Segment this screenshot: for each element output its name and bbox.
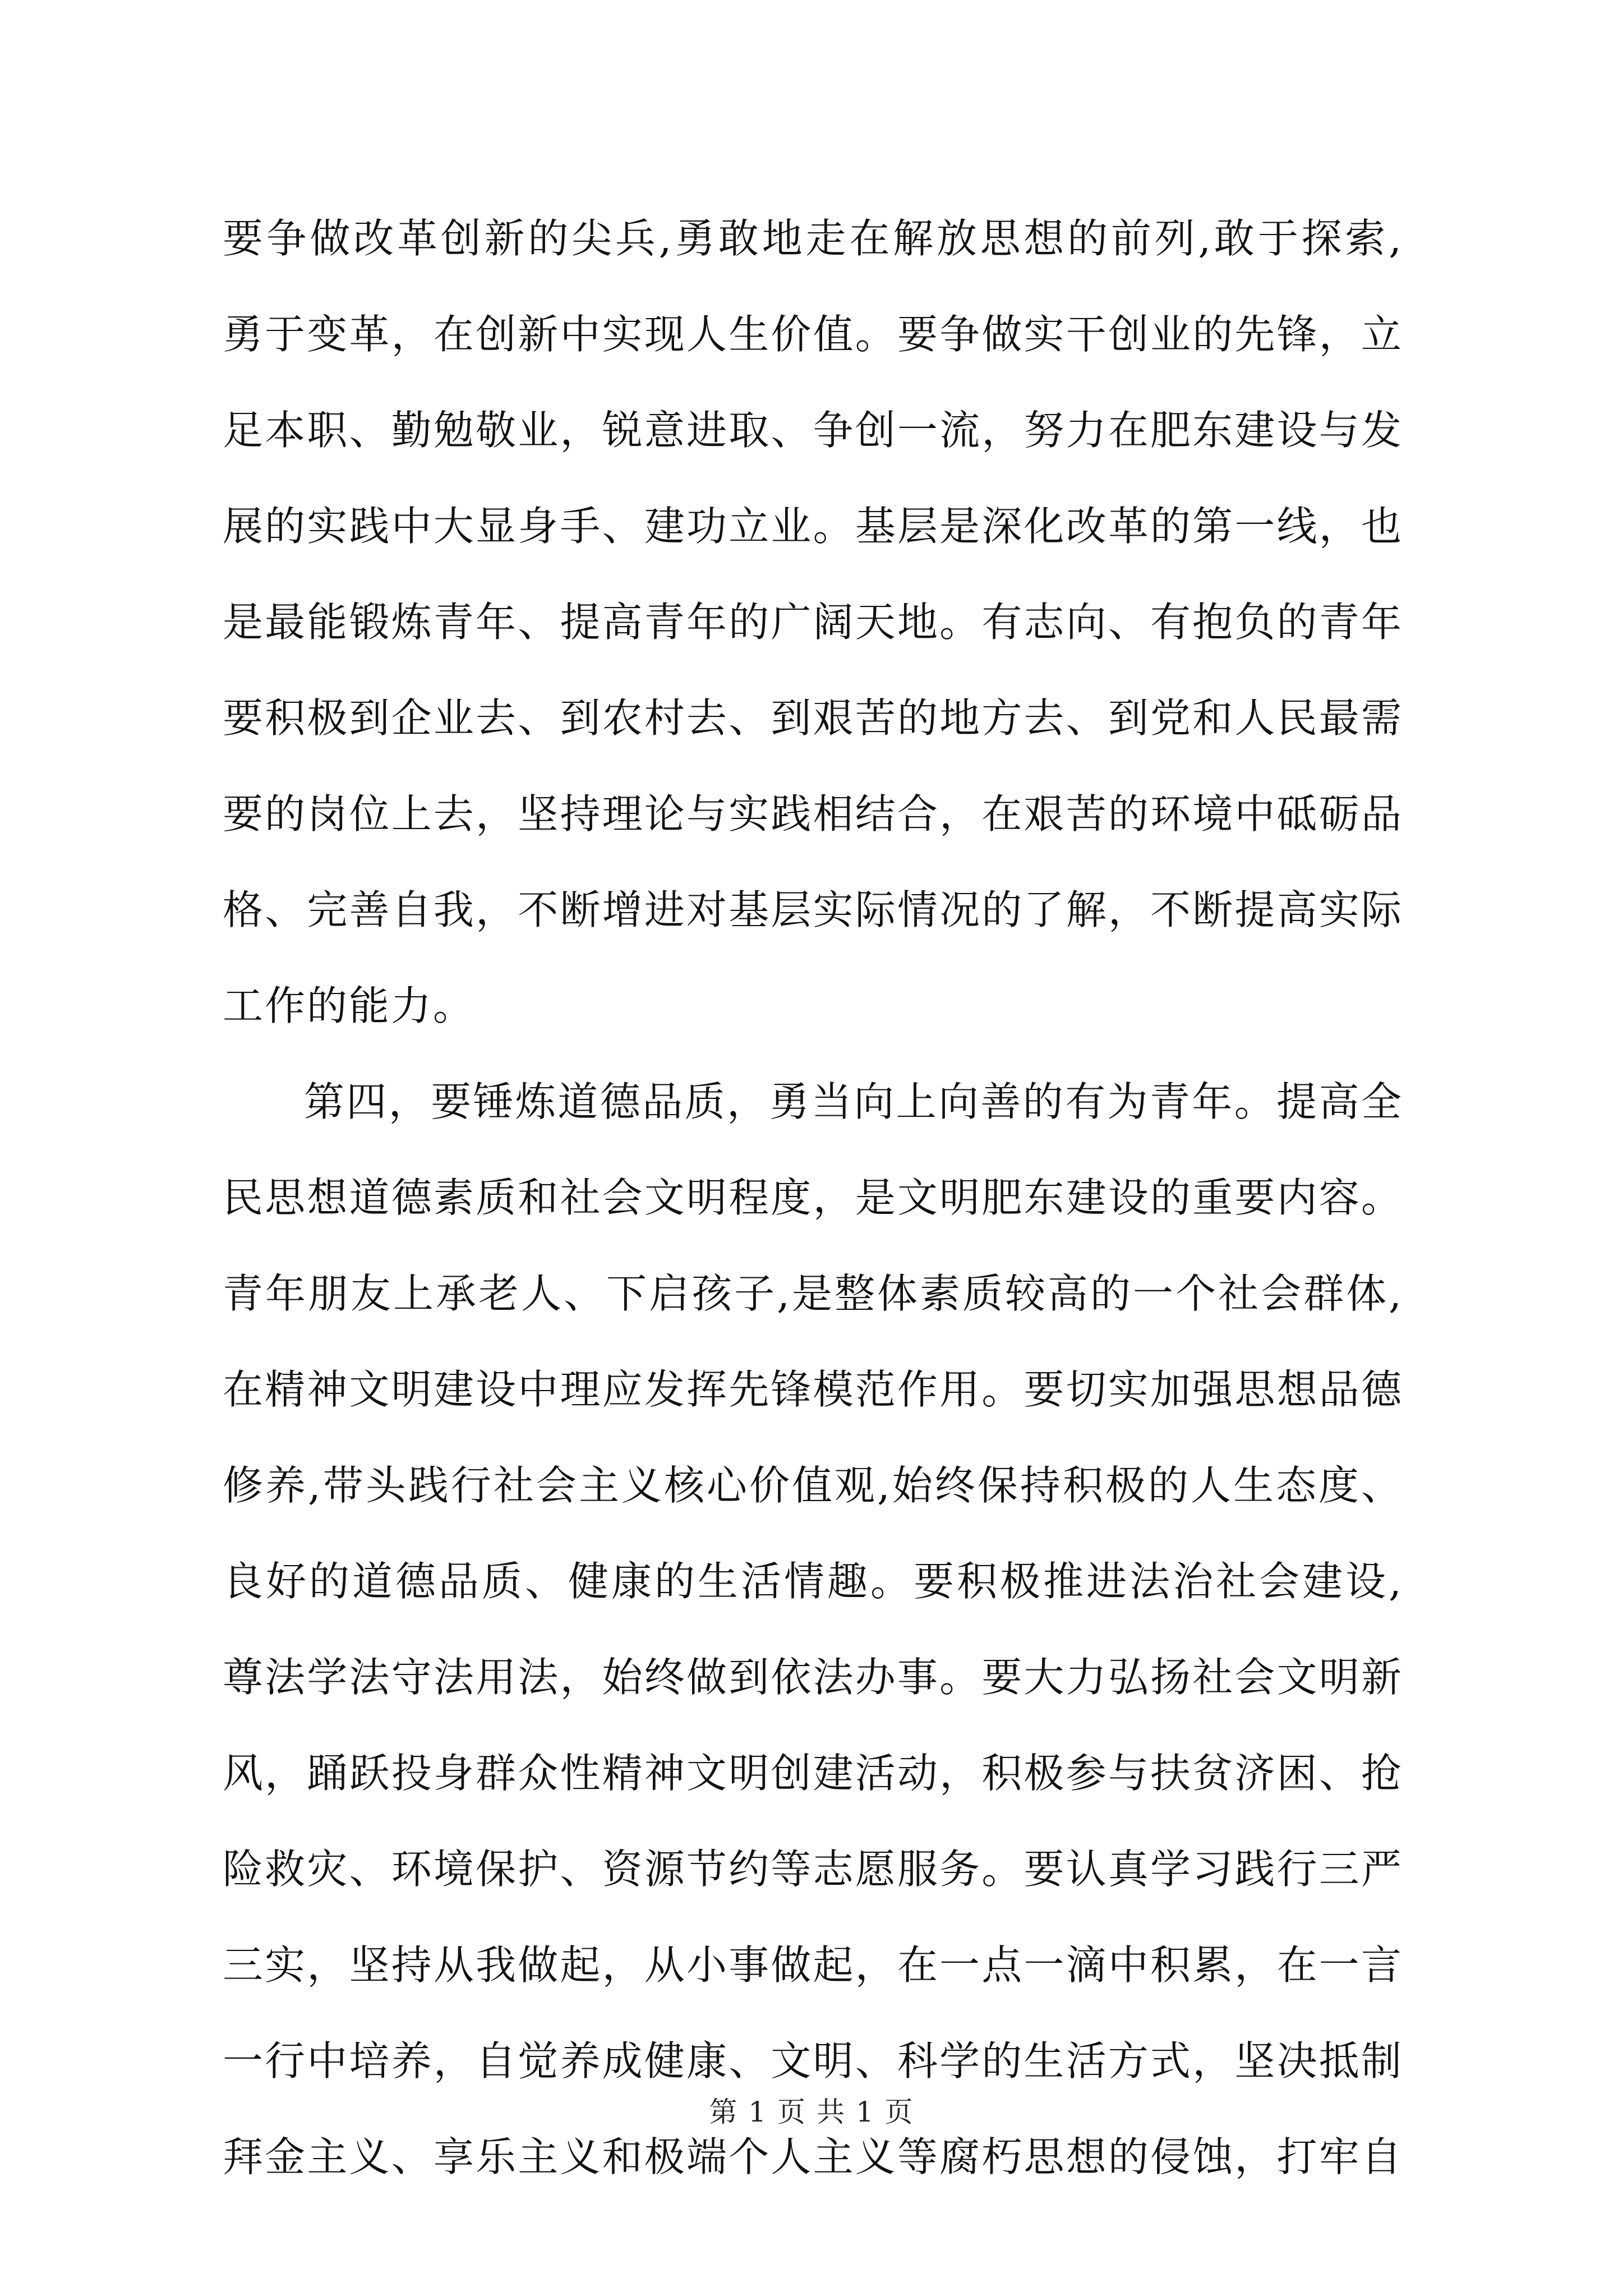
page-footer: 第 1 页 共 1 页 bbox=[709, 2096, 914, 2128]
text-line: 是最能锻炼青年、提高青年的广阔天地。有志向、有抱负的青年 bbox=[223, 599, 1403, 646]
paragraph-first-line: 第四，要锤炼道德品质，勇当向上向善的有为青年。提高全 bbox=[304, 1078, 1403, 1125]
text-line: 要积极到企业去、到农村去、到艰苦的地方去、到党和人民最需 bbox=[223, 694, 1403, 742]
text-line: 尊法学法守法用法，始终做到依法办事。要大力弘扬社会文明新 bbox=[223, 1654, 1403, 1701]
text-line: 修养,带头践行社会主义核心价值观,始终保持积极的人生态度、 bbox=[223, 1462, 1403, 1509]
text-line: 格、完善自我，不断增进对基层实际情况的了解，不断提高实际 bbox=[223, 886, 1403, 933]
text-line: 工作的能力。 bbox=[223, 982, 476, 1029]
text-line: 足本职、勤勉敬业，锐意进取、争创一流，努力在肥东建设与发 bbox=[223, 407, 1403, 454]
text-line: 良好的道德品质、健康的生活情趣。要积极推进法治社会建设, bbox=[223, 1558, 1403, 1605]
text-line: 民思想道德素质和社会文明程度，是文明肥东建设的重要内容。 bbox=[223, 1174, 1403, 1221]
text-line: 风，踊跃投身群众性精神文明创建活动，积极参与扶贫济困、抢 bbox=[223, 1750, 1403, 1797]
text-line: 展的实践中大显身手、建功立业。基层是深化改革的第一线，也 bbox=[223, 503, 1403, 550]
text-line: 在精神文明建设中理应发挥先锋模范作用。要切实加强思想品德 bbox=[223, 1366, 1403, 1413]
text-line: 险救灾、环境保护、资源节约等志愿服务。要认真学习践行三严 bbox=[223, 1846, 1403, 1893]
text-line: 拜金主义、享乐主义和极端个人主义等腐朽思想的侵蚀，打牢自 bbox=[223, 2133, 1403, 2180]
body-text bbox=[223, 191, 1403, 2205]
text-line: 三实，坚持从我做起，从小事做起，在一点一滴中积累，在一言 bbox=[223, 1941, 1403, 1989]
text-line: 青年朋友上承老人、下启孩子,是整体素质较高的一个社会群体, bbox=[223, 1270, 1403, 1317]
text-line: 一行中培养，自觉养成健康、文明、科学的生活方式，坚决抵制 bbox=[223, 2037, 1403, 2085]
text-line: 要争做改革创新的尖兵,勇敢地走在解放思想的前列,敢于探索, bbox=[223, 215, 1403, 262]
text-line: 勇于变革，在创新中实现人生价值。要争做实干创业的先锋，立 bbox=[223, 311, 1403, 358]
text-line: 要的岗位上去，坚持理论与实践相结合，在艰苦的环境中砥砺品 bbox=[223, 790, 1403, 838]
